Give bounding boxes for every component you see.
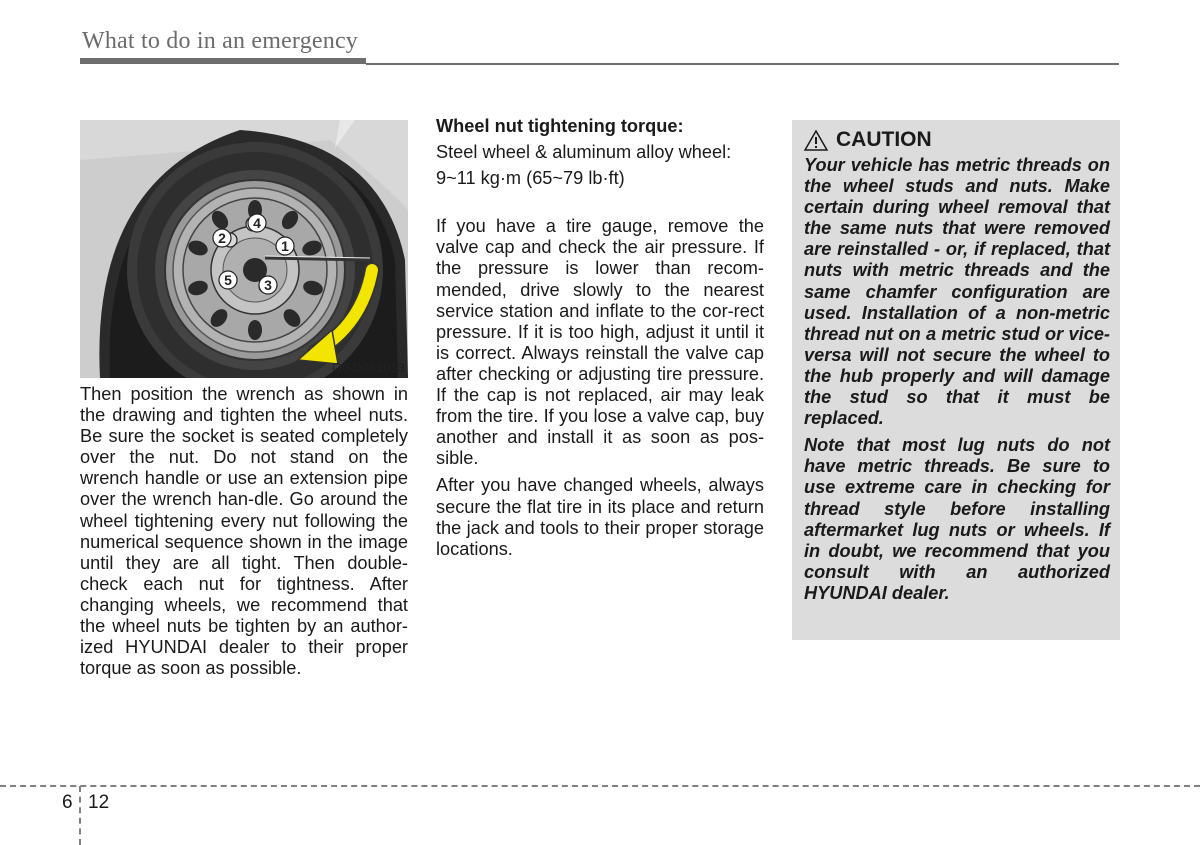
nut-label-1: 1 xyxy=(281,238,289,254)
torque-subheading: Wheel nut tightening torque: xyxy=(436,116,684,136)
wheel-nut-tightening-figure xyxy=(80,120,408,378)
after-change-paragraph: After you have changed wheels, always secure the flat tire in its place and return the jack and tools to their proper storage locations. xyxy=(436,475,764,559)
page-number: 12 xyxy=(88,792,110,813)
torque-column xyxy=(436,116,764,566)
caution-paragraph-lug-nuts: Note that most lug nuts do not have metric threads. Be sure to use extreme care in checking for thread style before installing aftermarket lug nuts or wheels. If in doubt, we recommend that you consult with an authorized HYUNDAI dealer. xyxy=(804,435,1110,603)
torque-spec-wheel-type: Steel wheel & aluminum alloy wheel: xyxy=(436,142,732,163)
caution-paragraph-metric-threads: Your vehicle has metric threads on the wheel studs and nuts. Make certain during wheel removal that the same nuts that were removed are reinstalled - or, if replaced, that nuts with metric threads and the same chamfer configuration are used. Installation of a non-metric thread nut on a metric stud or vice-versa will not secure the wheel to the hub properly and will damage the stud so that it must be replaced. xyxy=(804,155,1110,429)
wrench-instructions-text: Then position the wrench as shown in the drawing and tighten the wheel nuts. Be sure the socket is seated completely over the nut. Do not stand on the wrench handle or use an extension pipe over the wrench han-dle. Go around the wheel tightening every nut following the numerical sequence shown in the image until they are all tight. Then double-check each nut for tightness. After changing wheels, we recommend that the wheel nuts be tighten by an author-ized HYUNDAI dealer to their proper torque as soon as possible. xyxy=(80,384,408,679)
nut-label-2: 2 xyxy=(218,230,226,246)
caution-box xyxy=(792,120,1120,640)
header-rule-thick xyxy=(80,58,366,64)
page-header-title: What to do in an emergency xyxy=(82,28,358,54)
footer-divider xyxy=(79,786,81,845)
nut-label-5: 5 xyxy=(224,272,232,288)
header-rule-thin xyxy=(366,63,1119,65)
torque-spec-value: 9~11 kg·m (65~79 lb·ft) xyxy=(436,168,625,189)
figure-code: OGD061013 xyxy=(332,360,405,375)
wheel-illustration xyxy=(80,120,408,378)
caution-heading xyxy=(804,128,1110,152)
warning-triangle-icon xyxy=(804,130,828,151)
section-number: 6 xyxy=(62,792,73,813)
nut-label-3: 3 xyxy=(264,277,272,293)
tire-pressure-paragraph: If you have a tire gauge, remove the valve cap and check the air pressure. If the pressure is lower than recom-mended, drive slowly to the nearest service station and inflate to the cor-rect pressure. If it is too high, adjust it until it is correct. Always reinstall the valve cap after checking or adjusting tire pressure. If the cap is not replaced, air may leak from the tire. If you lose a valve cap, buy another and install it as soon as pos-sible. xyxy=(436,216,764,469)
footer-rule xyxy=(0,785,1200,787)
caution-title: CAUTION xyxy=(836,128,932,151)
nut-label-4: 4 xyxy=(253,215,261,231)
